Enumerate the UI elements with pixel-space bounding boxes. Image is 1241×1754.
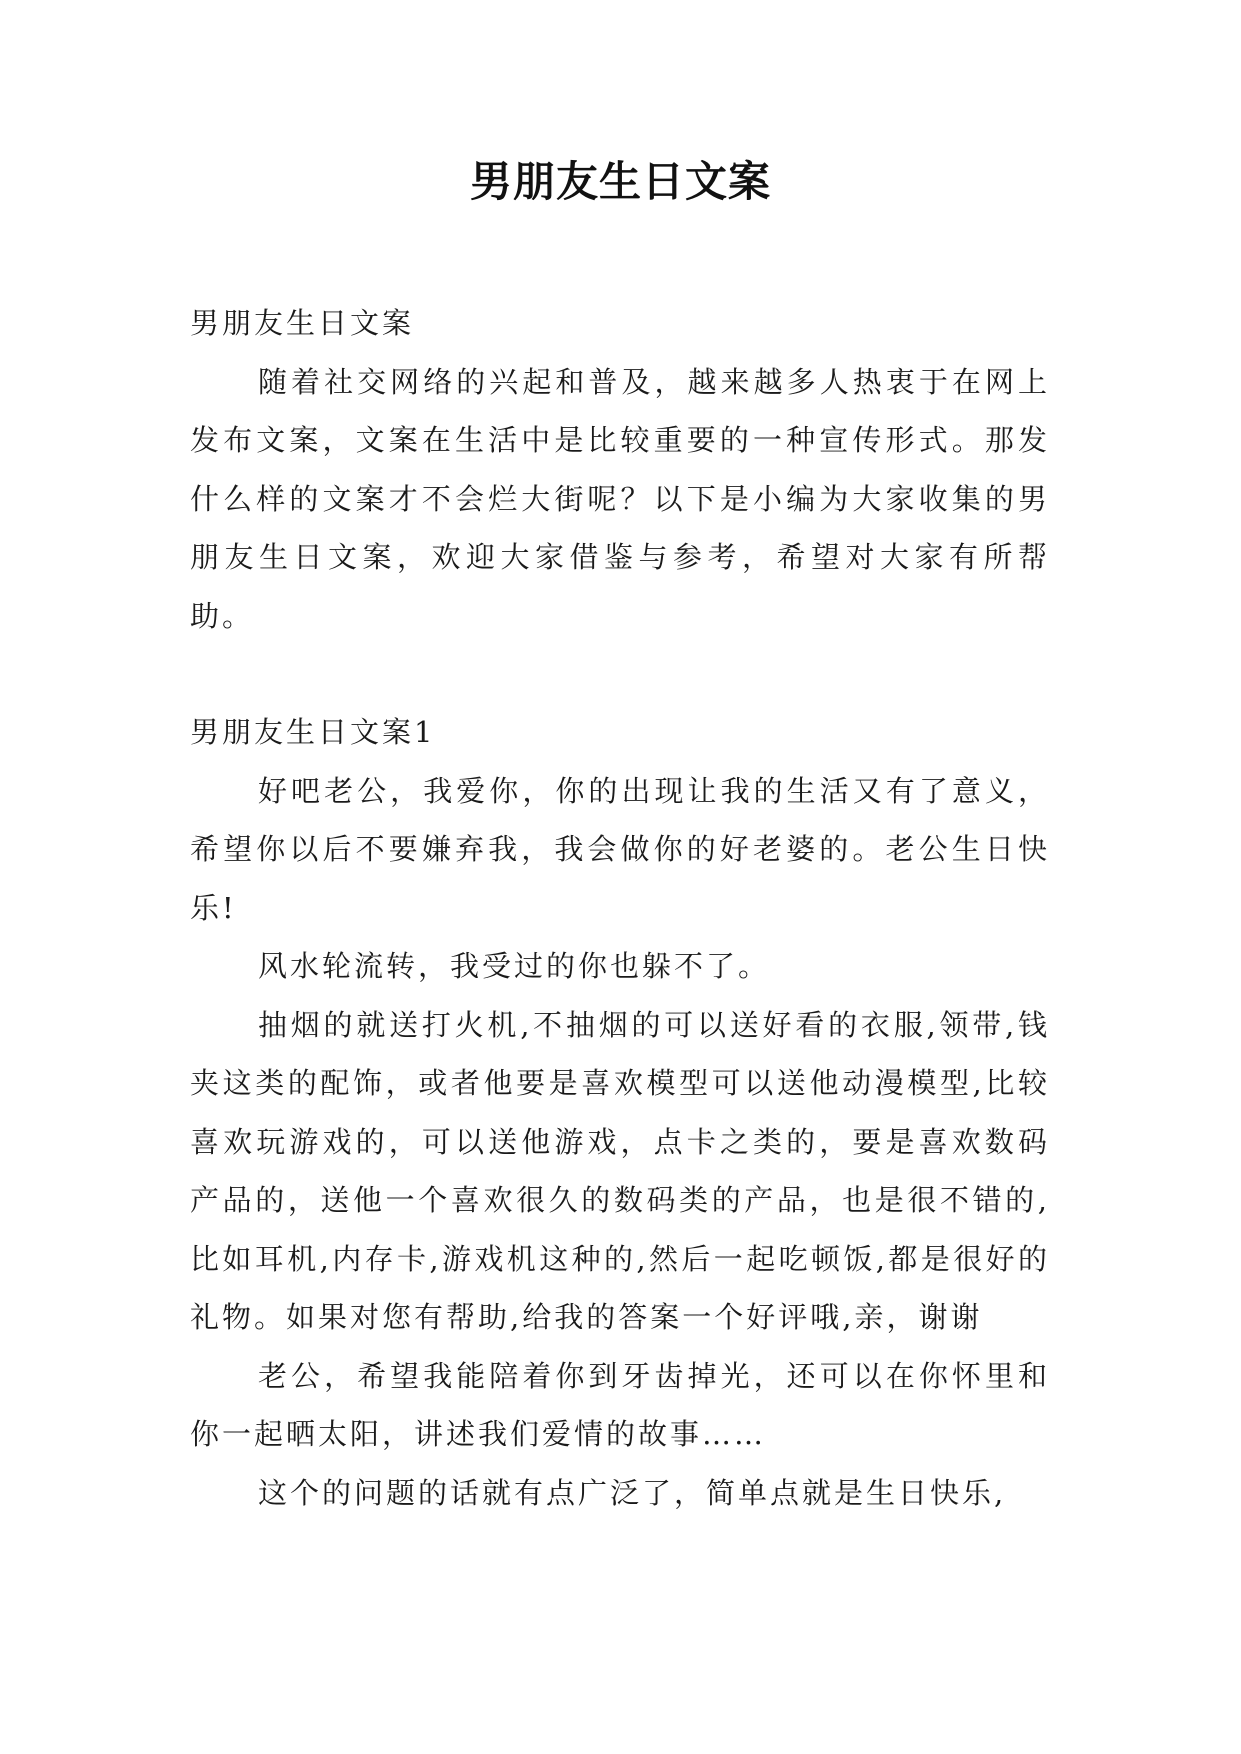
body-paragraph: 抽烟的就送打火机,不抽烟的可以送好看的衣服,领带,钱夹这类的配饰，或者他要是喜欢模型可以送他动漫模型,比较喜欢玩游戏的，可以送他游戏，点卡之类的，要是喜欢数码产品的，送他一个喜欢很久的数码类的产品，也是很不错的,比如耳机,内存卡,游戏机这种的,然后一起吃顿饭,都是很好的礼物。如果对您有帮助,给我的答案一个好评哦,亲，谢谢 <box>190 1007 1050 1334</box>
body-paragraph: 这个的问题的话就有点广泛了，简单点就是生日快乐, <box>258 1475 1007 1510</box>
section-heading: 男朋友生日文案1 <box>190 715 436 749</box>
section-spacer <box>190 645 1050 703</box>
intro-paragraph: 随着社交网络的兴起和普及，越来越多人热衷于在网上发布文案，文案在生活中是比较重要的一种宣传形式。那发什么样的文案才不会烂大街呢？以下是小编为大家收集的男朋友生日文案，欢迎大家借鉴与参考，希望对大家有所帮助。 <box>190 364 1050 633</box>
body-paragraph: 好吧老公，我爱你，你的出现让我的生活又有了意义，希望你以后不要嫌弃我，我会做你的好老婆的。老公生日快乐! <box>190 773 1050 925</box>
body-paragraph: 风水轮流转，我受过的你也躲不了。 <box>258 949 771 983</box>
page-title: 男朋友生日文案 <box>469 157 771 206</box>
document-body <box>190 294 1050 1522</box>
intro-heading: 男朋友生日文案 <box>190 306 415 340</box>
body-paragraph: 老公，希望我能陪着你到牙齿掉光，还可以在你怀里和你一起晒太阳，讲述我们爱情的故事…… <box>190 1358 1050 1451</box>
